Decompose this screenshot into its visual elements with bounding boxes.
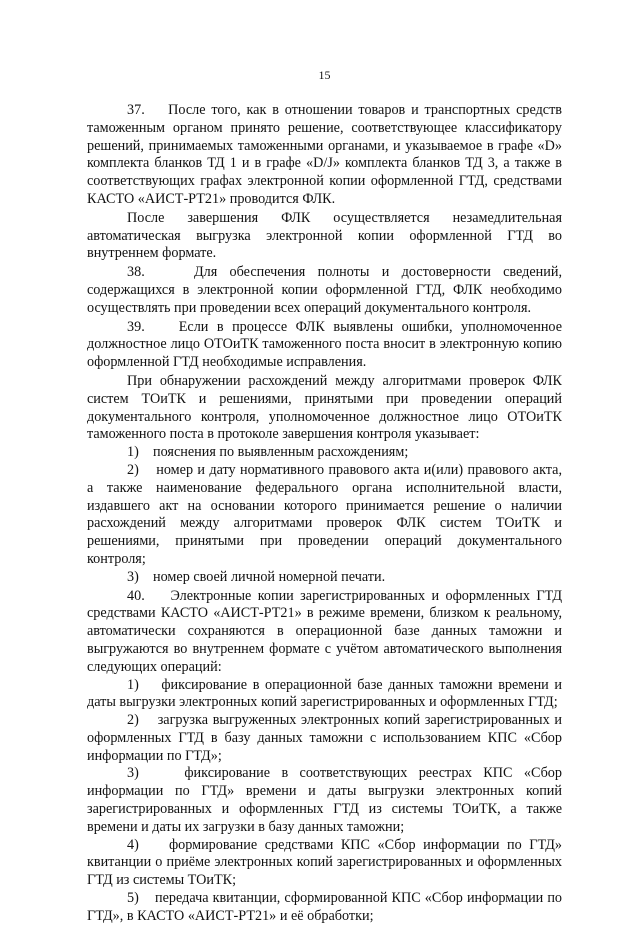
- list-item-40-3: 3) фиксирование в соответствующих реестрах КПС «Сбор информации по ГТД» времени и даты выгрузки электронных копий зарегистрированных и оформленных ГТД из системы ТОиТК, а также времени и даты их загрузки в базу данных таможни;: [87, 765, 562, 835]
- paragraph-37: 37. После того, как в отношении товаров и транспортных средств таможенным органом принято решение, соответствующее классификатору решений, принимаемых таможенными органами, и указываемое в графе «D» комплекта бланков ТД 1 и в графе «D/J» комплекта бланков ТД 3, а также в соответствующих графах электронной копии оформленной ГТД, средствами КАСТО «АИСТ-РТ21» проводится ФЛК.: [87, 102, 562, 207]
- paragraph-39-continuation: При обнаружении расхождений между алгоритмами проверок ФЛК систем ТОиТК и решениями, принятыми при проведении операций документального контроля, уполномоченное должностное лицо ОТОиТК таможенного поста в протоколе завершения контроля указывает:: [87, 372, 562, 443]
- list-item-39-3: 3) номер своей личной номерной печати.: [127, 568, 386, 585]
- list-item-40-5: 5) передача квитанции, сформированной КПС «Сбор информации по ГТД», в КАСТО «АИСТ-РТ21» и её обработки;: [87, 890, 562, 924]
- paragraph-39: 39. Если в процессе ФЛК выявлены ошибки, уполномоченное должностное лицо ОТОиТК таможенного поста вносит в электронную копию оформленной ГТД необходимые исправления.: [87, 318, 562, 371]
- list-item-40-4: 4) формирование средствами КПС «Сбор информации по ГТД» квитанции о приёме электронных копий зарегистрированных и оформленных ГТД из системы ТОиТК;: [87, 836, 562, 889]
- paragraph-37-continuation: После завершения ФЛК осуществляется незамедлительная автоматическая выгрузка электронной копии оформленной ГТД во внутреннем формате.: [87, 209, 562, 262]
- list-item-39-1: 1) пояснения по выявленным расхождениям;: [127, 444, 409, 461]
- list-item-39-2: 2) номер и дату нормативного правового акта и(или) правового акта, а также наименование федерального органа исполнительной власти, издавшего акт на основании которого принимается решение о наличии расхождений между алгоритмами проверок ФЛК систем ТОиТК и решениями, принятыми при проведении операций документального контроля;: [87, 461, 562, 567]
- list-item-40-1: 1) фиксирование в операционной базе данных таможни времени и даты выгрузки электронных копий зарегистрированных и оформленных ГТД;: [87, 676, 562, 711]
- list-item-40-2: 2) загрузка выгруженных электронных копий зарегистрированных и оформленных ГТД в базу данных таможни с использованием КПС «Сбор информации по ГТД»;: [87, 712, 562, 764]
- paragraph-38: 38. Для обеспечения полноты и достоверности сведений, содержащихся в электронной копии оформленной ГТД, ФЛК необходимо осуществлять при проведении всех операций документального контроля.: [87, 264, 562, 316]
- paragraph-40: 40. Электронные копии зарегистрированных и оформленных ГТД средствами КАСТО «АИСТ-РТ21» в режиме времени, близком к реальному, автоматически сохраняются в операционной базе данных таможни и выгружаются во внутреннем формате с учётом автоматического выполнения следующих операций:: [87, 587, 562, 675]
- page-number: 15: [318, 68, 331, 82]
